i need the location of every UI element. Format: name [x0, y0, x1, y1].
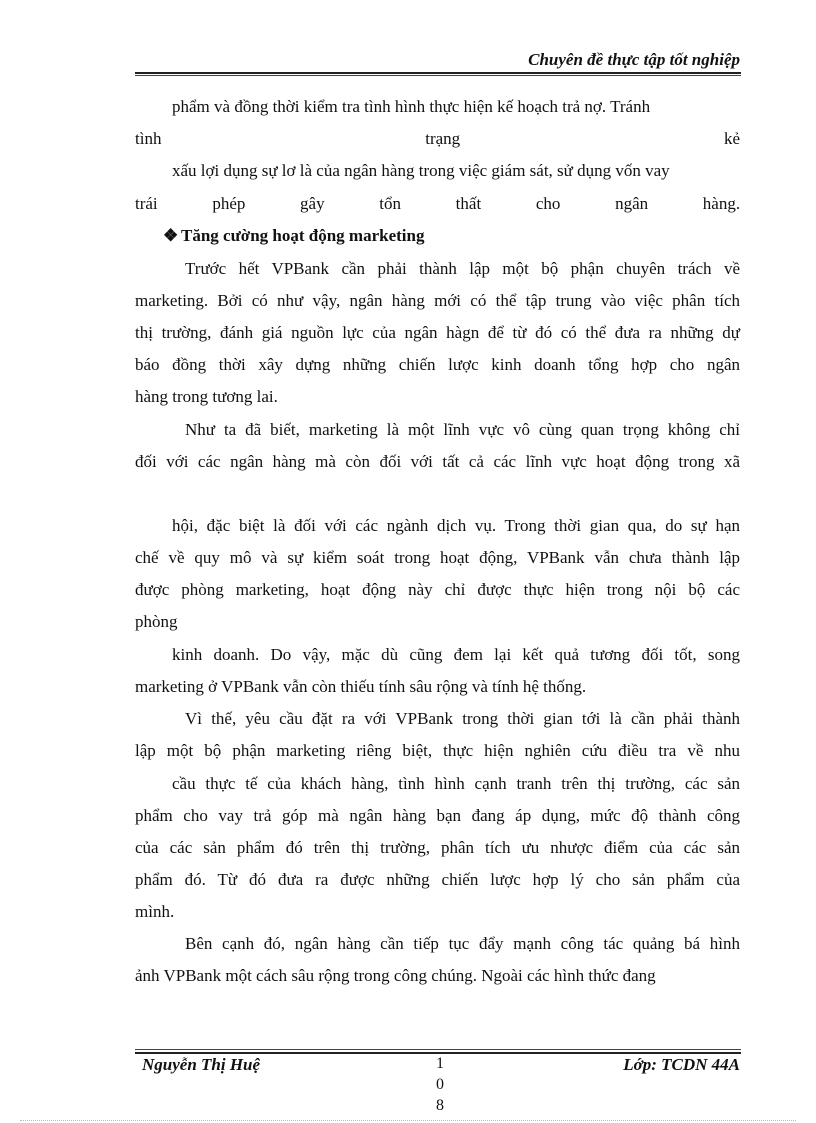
page-number-digit: 1 — [436, 1055, 444, 1072]
paragraph-line: hàng trong tương lai. — [135, 387, 278, 406]
paragraph-line: thị trường, đánh giá nguồn lực của ngân hàgn để từ đó có thể đưa ra những dự — [135, 323, 740, 342]
paragraph-line: phẩm cho vay trả góp mà ngân hàng bạn đang áp dụng, mức độ thành công — [135, 806, 740, 825]
paragraph-line: marketing ở VPBank vẫn còn thiếu tính sâu rộng và tính hệ thống. — [135, 677, 587, 696]
paragraph-line: cầu thực tế của khách hàng, tình hình cạnh tranh trên thị trường, các sản — [172, 774, 740, 793]
paragraph-line: báo đồng thời xây dựng những chiến lược kinh doanh tổng hợp cho ngân — [135, 355, 740, 374]
section-heading-text: Tăng cường hoạt động marketing — [181, 226, 425, 245]
footer-class: Lớp: TCDN 44A — [623, 1055, 740, 1074]
page-number — [433, 1053, 447, 1116]
word: hàng. — [702, 194, 741, 213]
paragraph-line: ảnh VPBank một cách sâu rộng trong công chúng. Ngoài các hình thức đang — [135, 966, 656, 985]
paragraph-line: Trước hết VPBank cần phải thành lập một bộ phận chuyên trách về — [185, 259, 740, 278]
word: gây — [300, 194, 325, 213]
paragraph-line: của các sản phẩm đó trên thị trường, phân tích ưu nhược điểm của các sản — [135, 838, 740, 857]
word: cho — [535, 194, 561, 213]
word: thất — [455, 194, 482, 213]
word: trạng — [425, 129, 461, 148]
page-number-digit: 0 — [436, 1076, 444, 1093]
word: kẻ — [723, 129, 740, 148]
paragraph-line: chế về quy mô và sự kiểm soát trong hoạt động, VPBank vẫn chưa thành lập — [135, 548, 740, 567]
word: tổn — [379, 194, 401, 213]
page-bottom-border — [20, 1120, 796, 1121]
paragraph-line: phòng — [135, 612, 178, 631]
paragraph-line: phẩm đó. Từ đó đưa ra được những chiến lược hợp lý cho sản phẩm của — [135, 870, 740, 889]
paragraph-line: đối với các ngân hàng mà còn đối với tất cả các lĩnh vực hoạt động trong xã — [135, 452, 740, 471]
word: phép — [212, 194, 246, 213]
header-rule-thin — [135, 75, 741, 76]
footer-rule-thin — [135, 1049, 741, 1050]
text-line: xấu lợi dụng sự lơ là của ngân hàng trong việc giám sát, sử dụng vốn vay — [172, 161, 670, 180]
page-number-digit: 8 — [436, 1097, 444, 1114]
footer-author: Nguyễn Thị Huệ — [142, 1055, 261, 1074]
paragraph-line: kinh doanh. Do vậy, mặc dù cũng đem lại kết quả tương đối tốt, song — [172, 645, 740, 664]
word: trái — [135, 194, 158, 213]
text-line-spaced — [135, 193, 740, 215]
word: tình — [135, 129, 162, 148]
paragraph-line: lập một bộ phận marketing riêng biệt, thực hiện nghiên cứu điều tra về nhu — [135, 741, 740, 760]
paragraph-line: Bên cạnh đó, ngân hàng cần tiếp tục đẩy mạnh công tác quảng bá hình — [185, 934, 740, 953]
word: ngân — [615, 194, 649, 213]
paragraph-line: Vì thế, yêu cầu đặt ra với VPBank trong thời gian tới là cần phải thành — [185, 709, 740, 728]
diamond-bullet-icon: ❖ — [163, 226, 179, 245]
paragraph-line: mình. — [135, 902, 175, 921]
paragraph-line: hội, đặc biệt là đối với các ngành dịch vụ. Trong thời gian qua, do sự hạn — [172, 516, 740, 535]
paragraph-line: marketing. Bởi có như vậy, ngân hàng mới có thể tập trung vào việc phân tích — [135, 291, 740, 310]
header-rule — [135, 72, 741, 74]
paragraph-line: Như ta đã biết, marketing là một lĩnh vực vô cùng quan trọng không chỉ — [185, 420, 740, 439]
section-heading — [163, 225, 740, 247]
text-line-spaced — [135, 128, 740, 150]
text-line: phẩm và đồng thời kiểm tra tình hình thực hiện kế hoạch trả nợ. Tránh — [172, 97, 651, 116]
paragraph-line: được phòng marketing, hoạt động này chỉ được thực hiện trong nội bộ các — [135, 580, 740, 599]
page-header-title: Chuyên đề thực tập tốt nghiệp — [528, 50, 740, 69]
